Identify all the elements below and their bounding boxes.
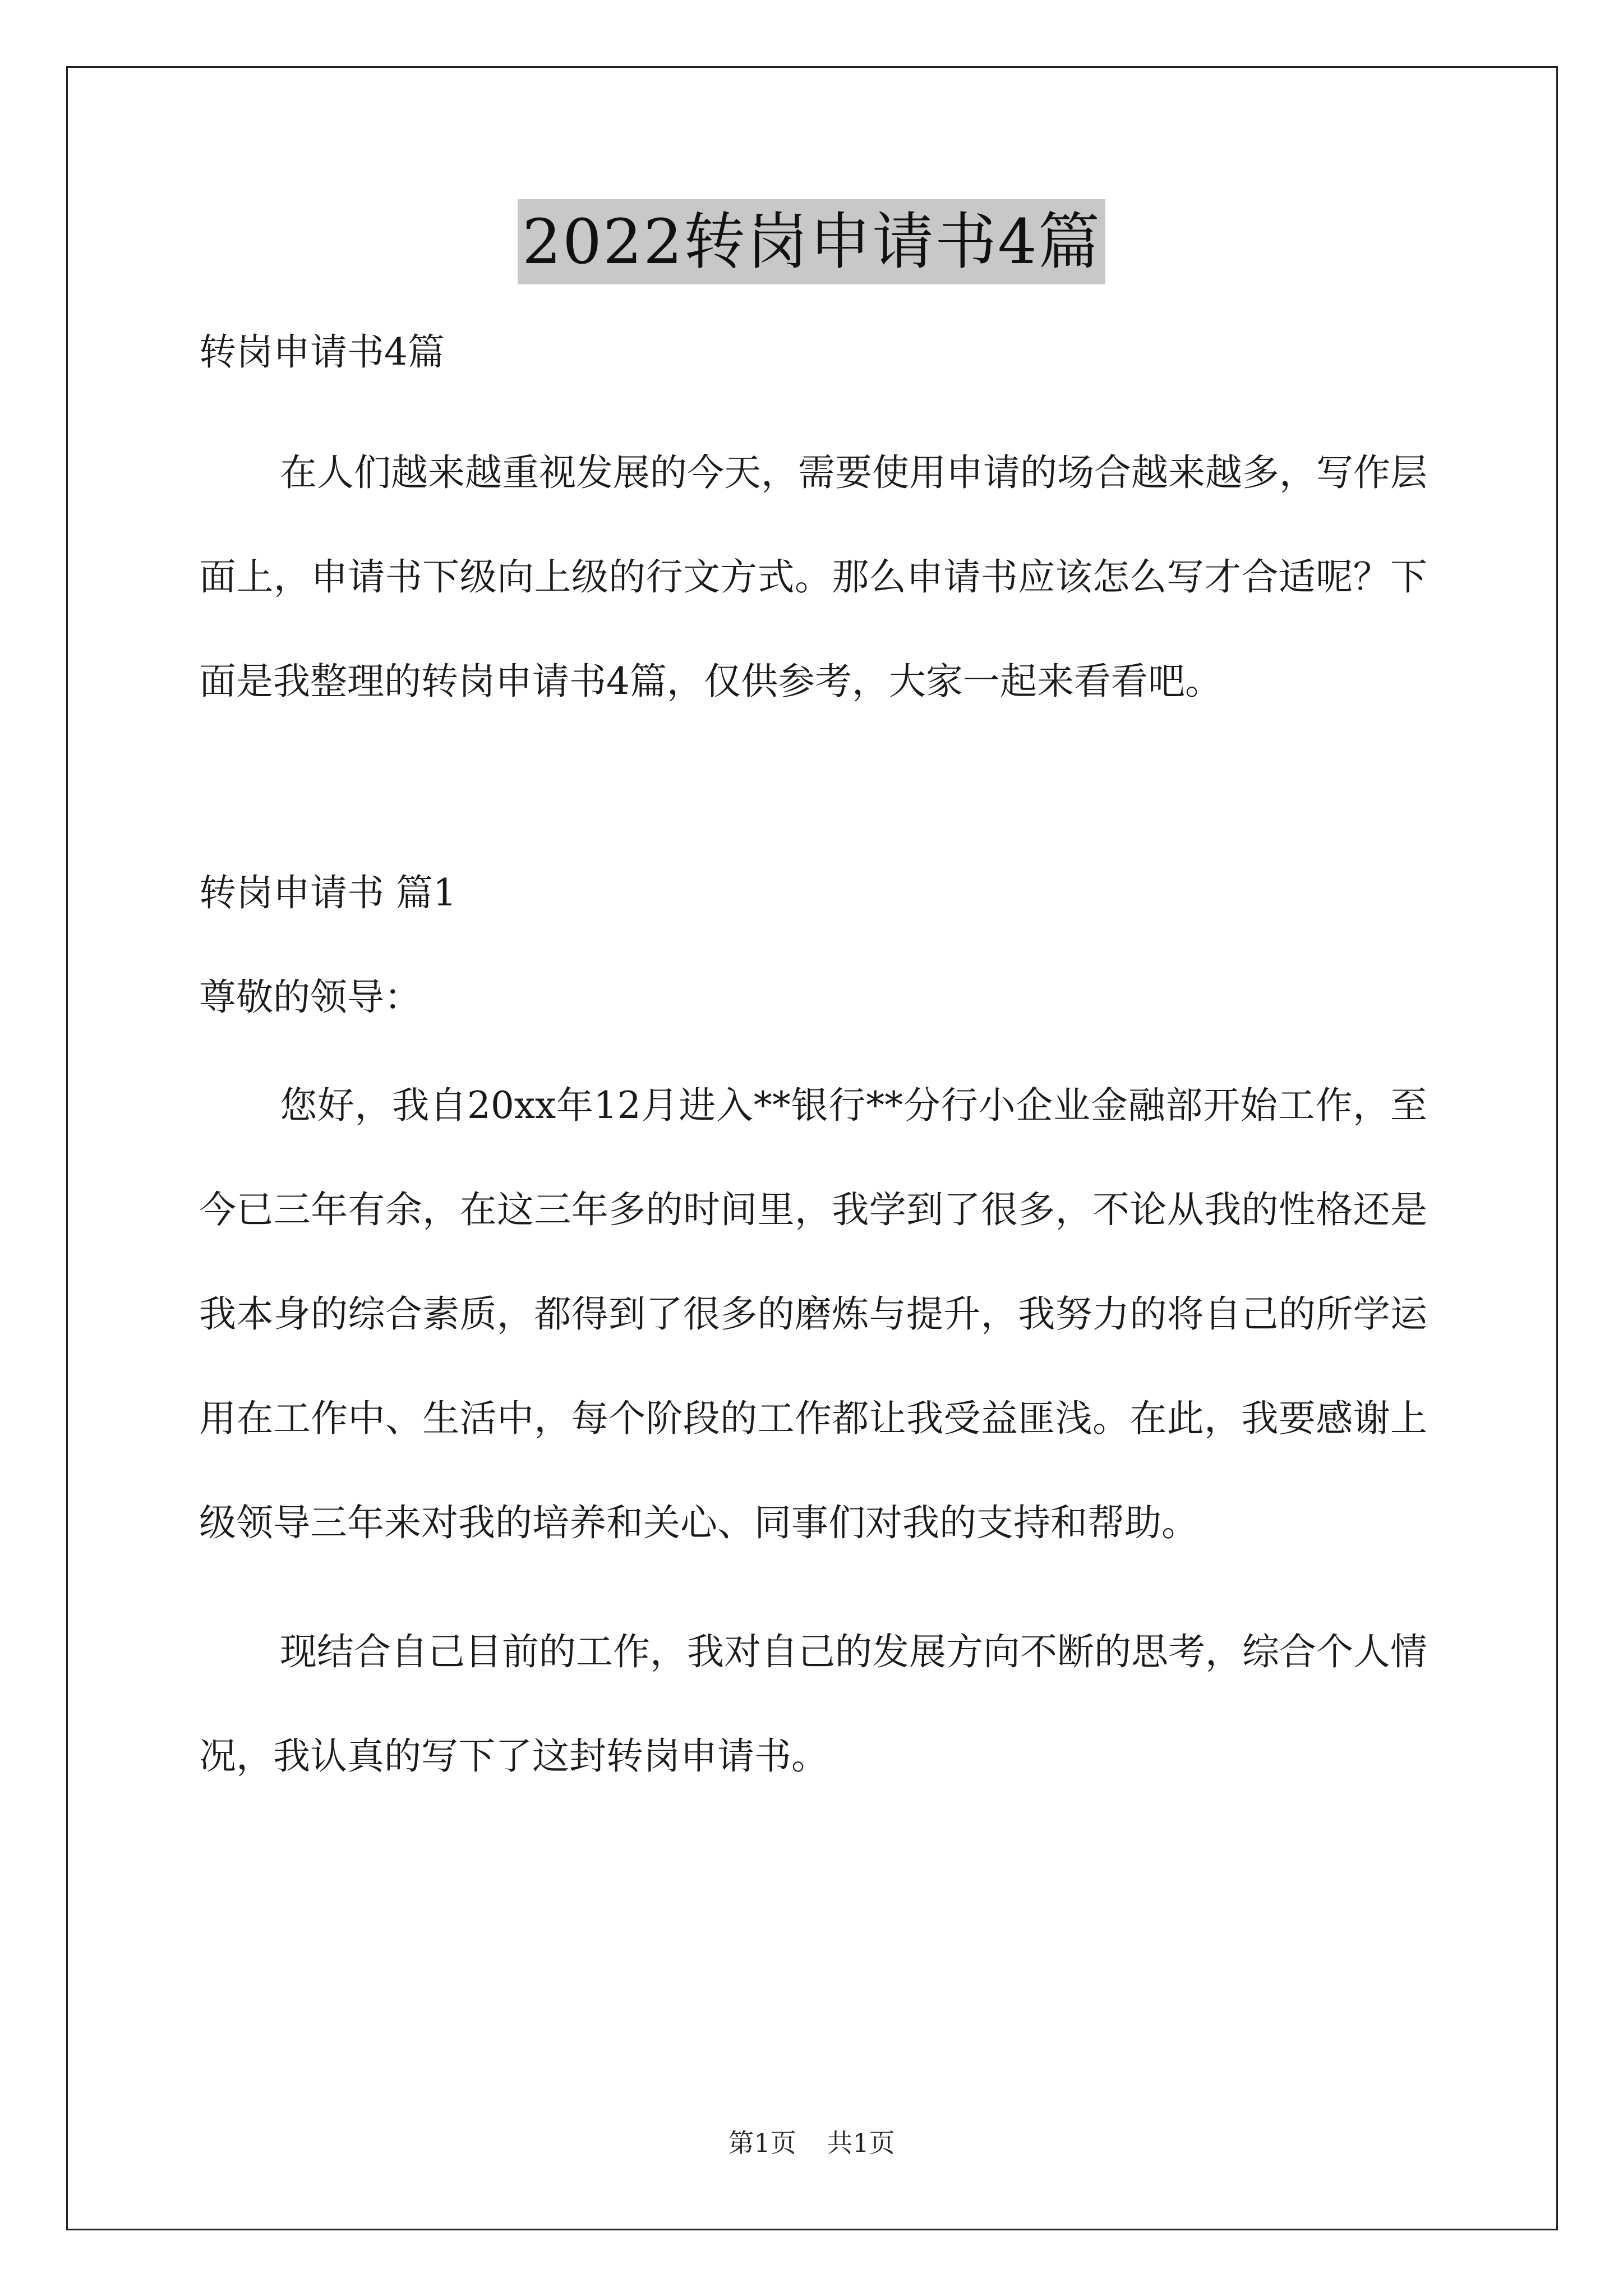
body-paragraph-2: 现结合自己目前的工作，我对自己的发展方向不断的思考，综合个人情况，我认真的写下了这封转岗申请书。 <box>199 1630 1427 1778</box>
document-title: 2022转岗申请书4篇 <box>518 199 1105 284</box>
document-subtitle: 转岗申请书4篇 <box>199 330 445 374</box>
page-number-current: 第1页 <box>728 2128 796 2158</box>
title-container <box>0 199 1623 284</box>
salutation: 尊敬的领导： <box>199 976 421 1019</box>
body-paragraph-1: 您好，我自20xx年12月进入**银行**分行小企业金融部开始工作，至今已三年有余，在这三年多的时间里，我学到了很多，不论从我的性格还是我本身的综合素质，都得到了很多的磨炼与提升，我努力的将自己的所学运用在工作中、生活中，每个阶段的工作都让我受益匪浅。在此，我要感谢上级领导三年来对我的培养和关心、同事们对我的支持和帮助。 <box>199 1084 1427 1544</box>
document-body <box>199 303 1427 1809</box>
page-number-total: 共1页 <box>827 2128 895 2158</box>
section-heading: 转岗申请书 篇1 <box>199 871 457 914</box>
intro-paragraph: 在人们越来越重视发展的今天，需要使用申请的场合越来越多，写作层面上，申请书下级向上级的行文方式。那么申请书应该怎么写才合适呢？下面是我整理的转岗申请书4篇，仅供参考，大家一起来看看吧。 <box>199 451 1427 703</box>
page-footer <box>0 2126 1623 2160</box>
